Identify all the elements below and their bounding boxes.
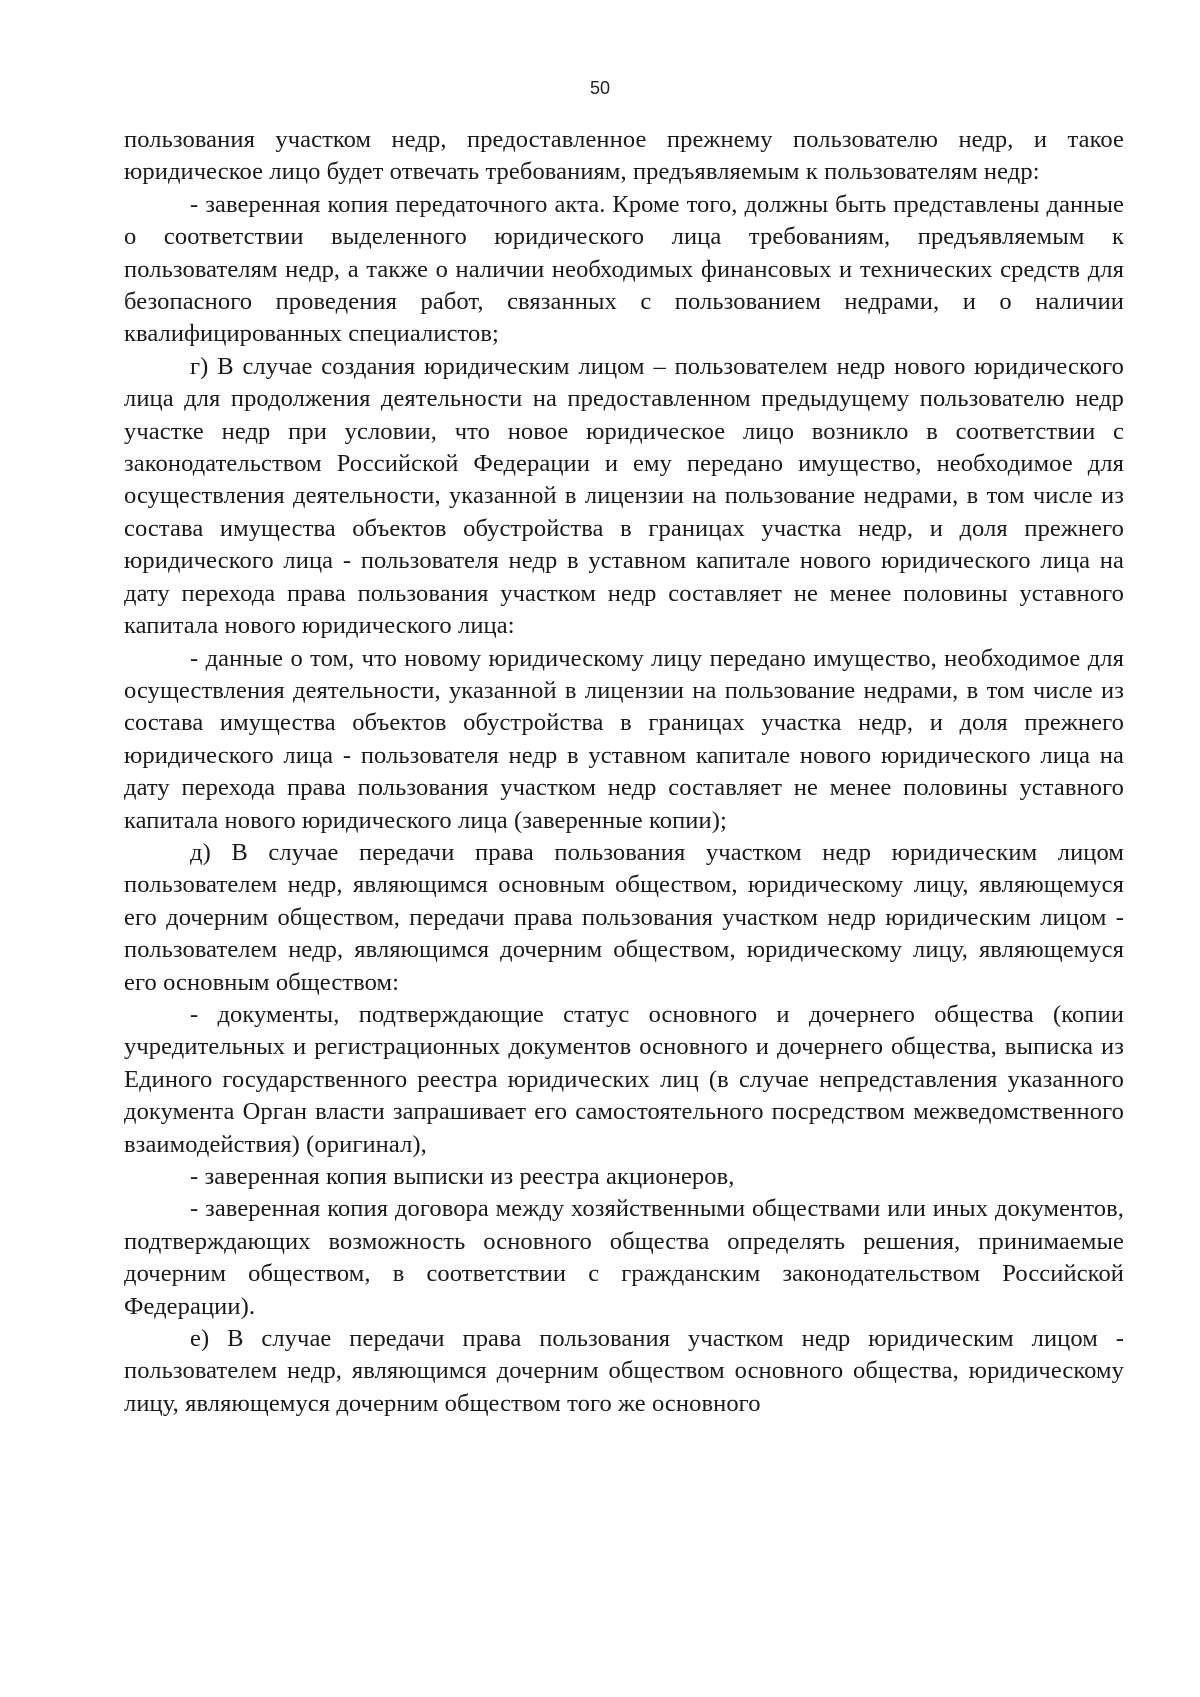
paragraph-item-e: е) В случае передачи права пользования участком недр юридическим лицом - пользователем недр, являющимся дочерним обществом основного общества, юридическому лицу, являющемуся дочерним обществом того же основного xyxy=(124,1325,1124,1417)
paragraph-item-d-agreement: - заверенная копия договора между хозяйственными обществами или иных документов, подтверждающих возможность основного общества определять решения, принимаемые дочерним обществом, в соответствии с гражданским законодательством Российской Федерации). xyxy=(124,1195,1124,1320)
paragraph-item-d-shareholders: - заверенная копия выписки из реестра акционеров, xyxy=(190,1163,735,1190)
paragraph-continuation: пользования участком недр, предоставленное прежнему пользователю недр, и такое юридическое лицо будет отвечать требованиям, предъявляемым к пользователям недр: xyxy=(124,126,1124,186)
paragraph-item-g-data: - данные о том, что новому юридическому лицу передано имущество, необходимое для осуществления деятельности, указанной в лицензии на пользование недрами, в том числе из состава имущества объектов обустройства в границах участка недр, и доля прежнего юридического лица - пользователя недр в уставном капитале нового юридического лица на дату перехода права пользования участком недр составляет не менее половины уставного капитала нового юридического лица (заверенные копии); xyxy=(124,644,1124,834)
paragraph-item-d: д) В случае передачи права пользования участком недр юридическим лицом пользователем недр, являющимся основным обществом, юридическому лицу, являющемуся его дочерним обществом, передачи права пользования участком недр юридическим лицом - пользователем недр, являющимся дочерним обществом, юридическому лицу, являющемуся его основным обществом: xyxy=(124,838,1124,996)
document-text xyxy=(124,124,1124,1420)
paragraph-item-g: г) В случае создания юридическим лицом – пользователем недр нового юридического лица для продолжения деятельности на предоставленном предыдущему пользователю недр участке недр при условии, что новое юридическое лицо возникло в соответствии с законодательством Российской Федерации и ему передано имущество, необходимое для осуществления деятельности, указанной в лицензии на пользование недрами, в том числе из состава имущества объектов обустройства в границах участка недр, и доля прежнего юридического лица - пользователя недр в уставном капитале нового юридического лица на дату перехода права пользования участком недр составляет не менее половины уставного капитала нового юридического лица: xyxy=(124,352,1124,640)
page-number: 50 xyxy=(589,78,611,98)
paragraph-item-d-documents: - документы, подтверждающие статус основного и дочернего общества (копии учредительных и регистрационных документов основного и дочернего общества, выписка из Единого государственного реестра юридических лиц (в случае непредставления указанного документа Орган власти запрашивает его самостоятельного посредством межведомственного взаимодействия) (оригинал), xyxy=(124,1000,1124,1158)
paragraph-transfer-act: - заверенная копия передаточного акта. Кроме того, должны быть представлены данные о соответствии выделенного юридического лица требованиям, предъявляемым к пользователям недр, а также о наличии необходимых финансовых и технических средств для безопасного проведения работ, связанных с пользованием недрами, и о наличии квалифицированных специалистов; xyxy=(124,190,1124,348)
